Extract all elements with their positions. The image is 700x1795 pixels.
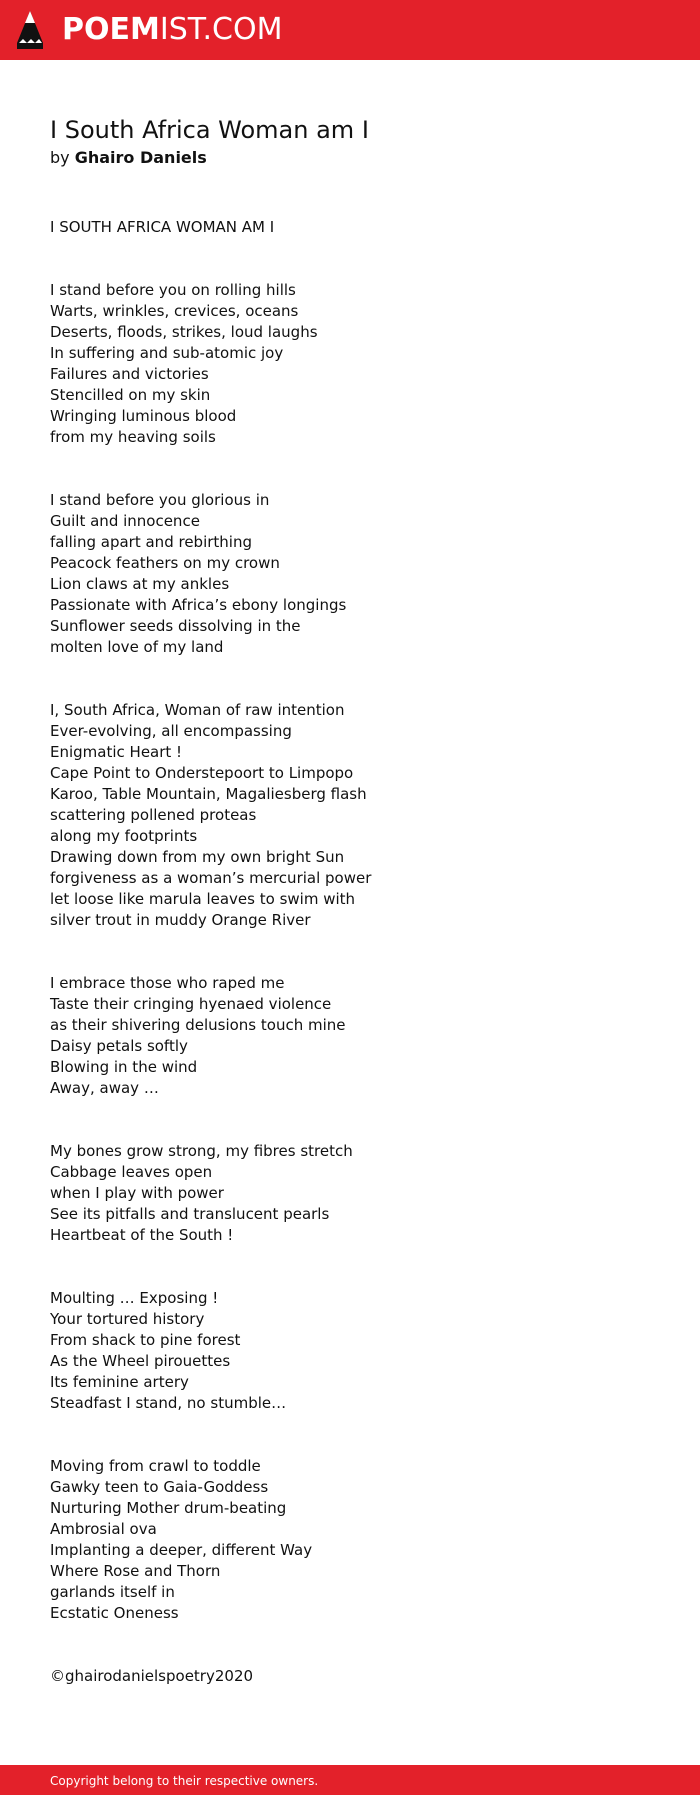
poem-line: Heartbeat of the South ! xyxy=(50,1226,234,1244)
poem-stanza xyxy=(50,217,650,238)
poem-stanza xyxy=(50,490,650,658)
poem-stanza xyxy=(50,1456,650,1624)
poem-line: I stand before you on rolling hills xyxy=(50,281,296,299)
poem-line: when I play with power xyxy=(50,1184,224,1202)
poem-line: from my heaving soils xyxy=(50,428,216,446)
poem-line: as their shivering delusions touch mine xyxy=(50,1016,346,1034)
poem-line: forgiveness as a woman’s mercurial power xyxy=(50,869,372,887)
poem-line: I, South Africa, Woman of raw intention xyxy=(50,701,345,719)
logo-light-text: IST.COM xyxy=(159,12,283,47)
poem-line: Moulting … Exposing ! xyxy=(50,1289,219,1307)
poem-line: silver trout in muddy Orange River xyxy=(50,911,311,929)
poem-line: Guilt and innocence xyxy=(50,512,200,530)
poem-title: I South Africa Woman am I xyxy=(50,116,369,144)
poem-line: As the Wheel pirouettes xyxy=(50,1352,231,1370)
poem-line: I stand before you glorious in xyxy=(50,491,270,509)
poem-line: Ecstatic Oneness xyxy=(50,1604,179,1622)
poem-line: Ever-evolving, all encompassing xyxy=(50,722,292,740)
poem-line: Implanting a deeper, different Way xyxy=(50,1541,313,1559)
poem-line: Stencilled on my skin xyxy=(50,386,211,404)
poem-stanza xyxy=(50,973,650,1099)
footer-copyright: Copyright belong to their respective owners. xyxy=(50,1774,319,1788)
poem-line: Moving from crawl to toddle xyxy=(50,1457,261,1475)
byline xyxy=(50,147,650,169)
poem-line: See its pitfalls and translucent pearls xyxy=(50,1205,330,1223)
poem-line: My bones grow strong, my fibres stretch xyxy=(50,1142,353,1160)
pencil-tip-icon[interactable] xyxy=(16,9,44,51)
poem-stanza xyxy=(50,1141,650,1246)
author-name: Ghairo Daniels xyxy=(74,148,207,167)
poem-line: Deserts, floods, strikes, loud laughs xyxy=(50,323,318,341)
poem-line: From shack to pine forest xyxy=(50,1331,241,1349)
site-header xyxy=(0,0,700,60)
poem-line: Blowing in the wind xyxy=(50,1058,198,1076)
poem-body xyxy=(50,217,650,1687)
poem-line: Lion claws at my ankles xyxy=(50,575,230,593)
poem-line: Cabbage leaves open xyxy=(50,1163,213,1181)
poem-line: I SOUTH AFRICA WOMAN AM I xyxy=(50,218,275,236)
poem-line: along my footprints xyxy=(50,827,198,845)
poem-stanza xyxy=(50,1666,650,1687)
poem-line: Sunflower seeds dissolving in the xyxy=(50,617,301,635)
poem-stanza xyxy=(50,280,650,448)
poem-line: Drawing down from my own bright Sun xyxy=(50,848,345,866)
poem-line: Wringing luminous blood xyxy=(50,407,237,425)
poem-line: Steadfast I stand, no stumble… xyxy=(50,1394,287,1412)
poem-line: garlands itself in xyxy=(50,1583,175,1601)
poem-stanza xyxy=(50,700,650,931)
poem-line: Daisy petals softly xyxy=(50,1037,188,1055)
poem-line: Ambrosial ova xyxy=(50,1520,157,1538)
poem-line: I embrace those who raped me xyxy=(50,974,285,992)
poem-line: Your tortured history xyxy=(50,1310,205,1328)
poem-line: Passionate with Africa’s ebony longings xyxy=(50,596,347,614)
poem-stanza xyxy=(50,1288,650,1414)
poem-line: Karoo, Table Mountain, Magaliesberg flash xyxy=(50,785,367,803)
poem-line: In suffering and sub-atomic joy xyxy=(50,344,284,362)
poem-line: molten love of my land xyxy=(50,638,224,656)
poem-content xyxy=(50,113,650,1687)
poem-line: Nurturing Mother drum-beating xyxy=(50,1499,287,1517)
poem-line: Enigmatic Heart ! xyxy=(50,743,183,761)
poem-line: Taste their cringing hyenaed violence xyxy=(50,995,332,1013)
poem-line: Peacock feathers on my crown xyxy=(50,554,280,572)
logo-bold-text: POEM xyxy=(62,12,160,47)
poem-line: ©ghairodanielspoetry2020 xyxy=(50,1667,254,1685)
poem-line: Its feminine artery xyxy=(50,1373,189,1391)
site-logo-link[interactable] xyxy=(62,13,282,47)
poem-line: Cape Point to Onderstepoort to Limpopo xyxy=(50,764,354,782)
poem-line: Failures and victories xyxy=(50,365,209,383)
poem-line: Gawky teen to Gaia-Goddess xyxy=(50,1478,269,1496)
poem-line: Warts, wrinkles, crevices, oceans xyxy=(50,302,299,320)
poem-line: Where Rose and Thorn xyxy=(50,1562,221,1580)
poem-line: let loose like marula leaves to swim with xyxy=(50,890,356,908)
site-footer xyxy=(0,1765,700,1795)
by-label: by xyxy=(50,148,70,167)
poem-line: falling apart and rebirthing xyxy=(50,533,252,551)
poem-line: Away, away … xyxy=(50,1079,159,1097)
poem-line: scattering pollened proteas xyxy=(50,806,257,824)
